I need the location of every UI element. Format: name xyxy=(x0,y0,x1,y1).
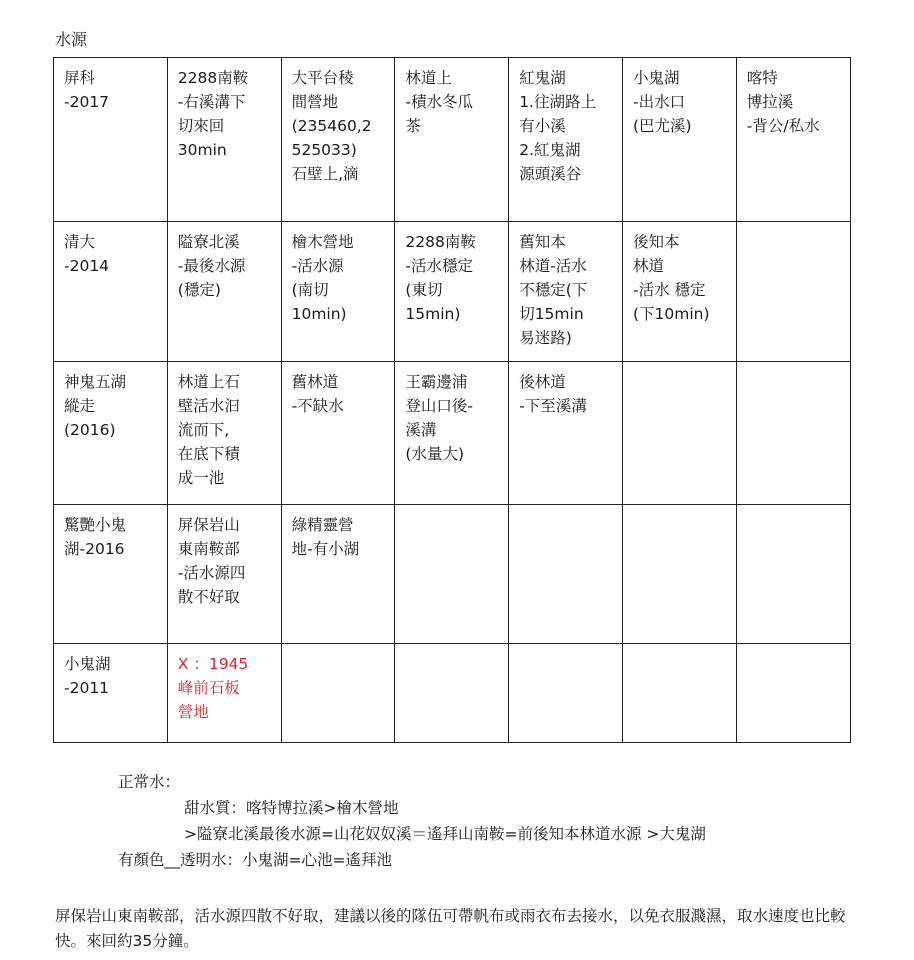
table-cell: 2288南鞍 -右溪溝下 切來回 30min xyxy=(167,58,281,222)
table-cell xyxy=(736,505,850,644)
table-cell: 林道上石 壁活水汩 流而下, 在底下積 成一池 xyxy=(167,362,281,505)
notes-heading: 正常水： xyxy=(118,773,181,791)
table-row xyxy=(54,58,851,222)
table-cell: 後林道 -下至溪溝 xyxy=(509,362,623,505)
notes-line-colored-water: 有顏色__透明水：小鬼湖=心池=遙拜池 xyxy=(118,851,392,869)
table-cell xyxy=(509,505,623,644)
table-cell xyxy=(281,644,395,743)
table-cell: 林道上 -積水冬瓜 茶 xyxy=(395,58,509,222)
table-cell: 舊知本 林道-活水 不穩定(下 切15min 易迷路) xyxy=(509,222,623,362)
water-source-table xyxy=(53,57,851,743)
table-cell: 後知本 林道 -活水 穩定 (下10min) xyxy=(622,222,736,362)
notes-line-sweet-water: 甜水質：喀特博拉溪>檜木營地 xyxy=(184,799,399,817)
table-cell xyxy=(622,505,736,644)
row-label-cell: 驚艷小鬼 湖-2016 xyxy=(54,505,168,644)
table-cell xyxy=(395,505,509,644)
table-cell xyxy=(736,362,850,505)
table-cell xyxy=(622,362,736,505)
table-cell: 小鬼湖 -出水口 (巴尤溪) xyxy=(622,58,736,222)
table-cell xyxy=(509,644,623,743)
water-notes xyxy=(118,769,706,873)
document-title: 水源 xyxy=(55,30,88,49)
table-cell: 屏保岩山 東南鞍部 -活水源四 散不好取 xyxy=(167,505,281,644)
table-row xyxy=(54,644,851,743)
table-cell xyxy=(736,644,850,743)
table-row xyxy=(54,222,851,362)
table-cell xyxy=(622,644,736,743)
row-label-cell: 屏科 -2017 xyxy=(54,58,168,222)
table-cell: 喀特 博拉溪 -背公/私水 xyxy=(736,58,850,222)
table-cell: 2288南鞍 -活水穩定 (東切 15min) xyxy=(395,222,509,362)
table-cell xyxy=(736,222,850,362)
table-cell: X ：1945 峰前石板 營地 xyxy=(167,644,281,743)
table-cell: 紅鬼湖 1.往湖路上 有小溪 2.紅鬼湖 源頭溪谷 xyxy=(509,58,623,222)
table-cell: 檜木營地 -活水源 (南切 10min) xyxy=(281,222,395,362)
row-label-cell: 小鬼湖 -2011 xyxy=(54,644,168,743)
summary-paragraph: 屏保岩山東南鞍部，活水源四散不好取，建議以後的隊伍可帶帆布或雨衣布去接水，以免衣服濺濕，取水速度也比較快。來回約35分鐘。 xyxy=(55,907,846,950)
table-cell xyxy=(395,644,509,743)
row-label-cell: 神鬼五湖 縱走 (2016) xyxy=(54,362,168,505)
table-cell: 舊林道 -不缺水 xyxy=(281,362,395,505)
table-cell: 隘寮北溪 -最後水源 (穩定) xyxy=(167,222,281,362)
row-label-cell: 清大 -2014 xyxy=(54,222,168,362)
table-cell: 王霸邊浦 登山口後- 溪溝 (水量大) xyxy=(395,362,509,505)
table-cell: 綠精靈營 地-有小湖 xyxy=(281,505,395,644)
notes-line-ranking: >隘寮北溪最後水源=山花奴奴溪＝遙拜山南鞍=前後知本林道水源 >大鬼湖 xyxy=(184,825,706,843)
table-row xyxy=(54,505,851,644)
table-cell: 大平台稜 間營地 (235460,2 525033) 石壁上,滴 xyxy=(281,58,395,222)
table-row xyxy=(54,362,851,505)
